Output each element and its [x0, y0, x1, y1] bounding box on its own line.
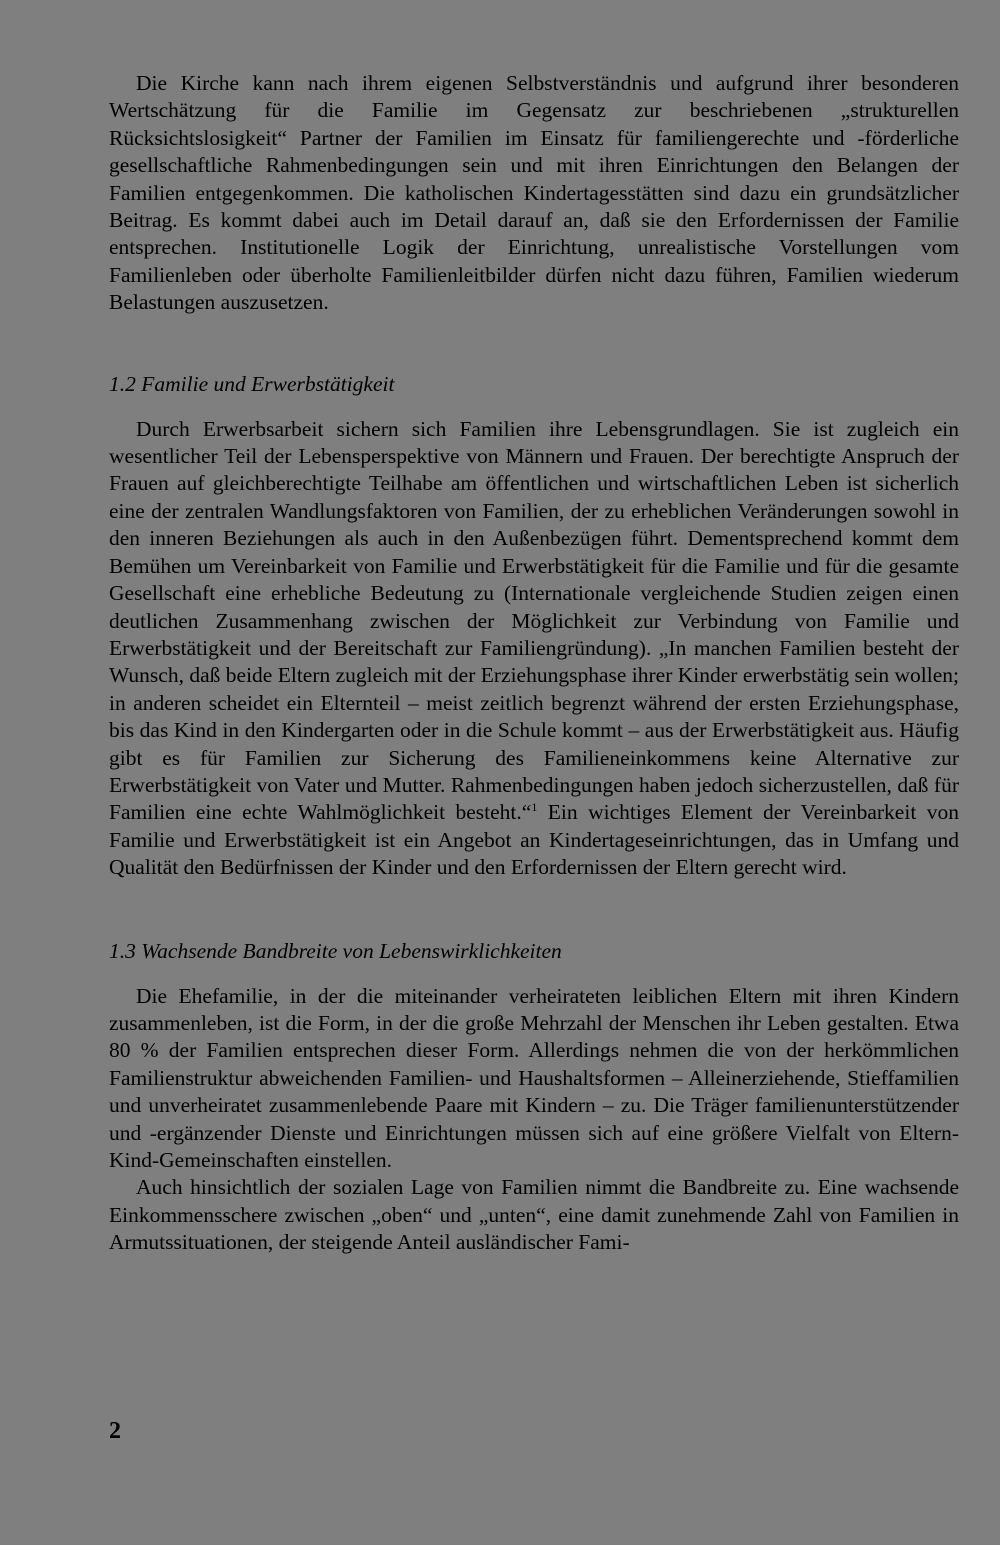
page-number: 2	[109, 1418, 121, 1444]
intro-paragraph: Die Kirche kann nach ihrem eigenen Selbstverständnis und aufgrund ihrer besonderen Wertschätzung für die Familie im Gegensatz zur beschriebenen „strukturellen Rücksichtslosigkeit“ Partner der Familien im Einsatz für familiengerechte und -förderliche gesellschaftliche Rahmenbedingungen sein und mit ihren Einrichtungen den Belangen der Familien entgegenkommen. Die katholischen Kindertagesstätten sind dazu ein grundsätzlicher Beitrag. Es kommt dabei auch im Detail darauf an, daß sie den Erfordernissen der Familie entsprechen. Institutionelle Logik der Einrichtung, unrealistische Vorstellungen vom Familienleben oder überholte Familienleitbilder dürfen nicht dazu führen, Familien wiederum Belastungen auszusetzen.	[109, 71, 959, 315]
section-heading-1-3: 1.3 Wachsende Bandbreite von Lebenswirklichkeiten	[109, 938, 562, 963]
paragraph-social-situation: Auch hinsichtlich der sozialen Lage von Familien nimmt die Bandbreite zu. Eine wachsende Einkommensschere zwischen „oben“ und „unten“, eine damit zunehmende Zahl von Familien in Armutssituationen, der steigende Anteil ausländischer Fami-	[109, 1175, 959, 1255]
footnote-marker[interactable]: 1	[531, 800, 538, 815]
paragraph-family-forms: Die Ehefamilie, in der die miteinander verheirateten leiblichen Eltern mit ihren Kindern zusammenleben, ist die Form, in der die große Mehrzahl der Menschen ihr Leben gestalten. Etwa 80 % der Familien entsprechen dieser Form. Allerdings nehmen die von der herkömmlichen Familienstruktur abweichenden Familien- und Haushaltsformen – Alleinerziehende, Stieffamilien und unverheiratet zusammenlebende Paare mit Kindern – zu. Die Träger familienunterstützender und -ergänzender Dienste und Einrichtungen müssen sich auf eine größere Vielfalt von Eltern-Kind-Gemeinschaften einstellen.	[109, 983, 959, 1172]
paragraph-text: Durch Erwerbsarbeit sichern sich Familien ihre Lebensgrundlagen. Sie ist zugleich ein wesentlicher Teil der Lebensperspektive von Männern und Frauen. Der berechtigte Anspruch der Frauen auf gleichberechtigte Teilhabe am öffentlichen und wirtschaftlichen Leben ist sicherlich eine der zentralen Wandlungsfaktoren von Familien, der zu erheblichen Veränderungen sowohl in den inneren Beziehungen als auch in den Außenbezügen führt. Dementsprechend kommt dem Bemühen um Vereinbarkeit von Familie und Erwerbstätigkeit für die Familie und für die gesamte Gesellschaft eine erhebliche Bedeutung zu (Internationale vergleichende Studien zeigen einen deutlichen Zusammenhang zwischen der Möglichkeit zur Verbindung von Familie und Erwerbstätigkeit und der Bereitschaft zur Familiengründung). „In manchen Familien besteht der Wunsch, daß beide Eltern zugleich mit der Erziehungsphase ihrer Kinder erwerbstätig sein wollen; in anderen scheidet ein Elternteil – meist zeitlich begrenzt während der ersten Erziehungsphase, bis das Kind in den Kindergarten oder in die Schule kommt – aus der Erwerbstätigkeit aus. Häufig gibt es für Familien zur Sicherung des Familieneinkommens keine Alternative zur Erwerbstätigkeit von Vater und Mutter. Rahmenbedingungen haben jedoch sicherzustellen, daß für Familien eine echte Wahlmöglichkeit besteht.“	[109, 416, 959, 825]
paragraph-text-continued: Ein wichtiges Element der Vereinbarkeit von Familie und Erwerbstätigkeit ist ein Angebot an Kindertageseinrichtungen, das in Umfang und Qualität den Bedürfnissen der Kinder und den Erfordernissen der Eltern gerecht wird.	[109, 800, 959, 880]
section-heading-1-2: 1.2 Familie und Erwerbstätigkeit	[109, 371, 395, 396]
page-body	[109, 70, 959, 1257]
paragraph-family-and-employment	[109, 416, 959, 882]
